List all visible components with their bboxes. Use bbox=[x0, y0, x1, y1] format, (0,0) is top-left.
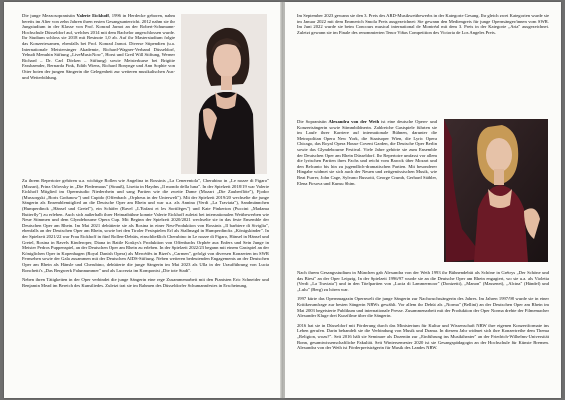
alexandra-biography bbox=[297, 270, 549, 355]
portrait-illustration bbox=[444, 119, 548, 262]
awards-paragraph: Im September 2023 gewann sie den 3. Preis des ARD-Musikwettbewerbs in der Kategorie Gesang. Ihr gleich zwei Kategorien wurde sie im Januar 2022 mit dem Emmerich Smola Preis ausgezeichnet: Sie gewann den Mediengreis für junge Opernsänger/innen vom SWR. Im Juni 2022 wurde sie beim Concours musical international de Montréal mit dem 3. Preis in der Kategorie „Aria" ausgezeichnet. Zuletzt gewann sie im Finale des renommierten Tenor Viñas Competition des Victoria de Los Angeles Preis. bbox=[297, 13, 549, 35]
alexandra-name: Alexandra von der Weth bbox=[328, 119, 380, 124]
alexandra-intro bbox=[297, 119, 437, 190]
valerie-biography bbox=[22, 178, 269, 292]
valerie-name: Valerie Eickhoff bbox=[76, 13, 109, 18]
left-page bbox=[4, 2, 280, 398]
biography-paragraph: 1997 kürte das Opernmagazin Opernwelt die junge Sängerin zur Nachwuchssängerin des Jahres. Im Jahren 1997/98 wurde sie in einer Kritikerumfrage zur besten Sängerin NRWs gewählt. Vor allem ihr Debüt als „Norma" (Bellini) an der Deutschen Oper am Rhein im Mai 2003 begeisterte Publikum und internationale Presse. Zusammenarbeit mit der Produktion der Oper Norma drehte der Filmemacher Alexander Kluge drei Kurzfilme über die Sängerin. bbox=[297, 296, 549, 319]
valerie-eickhoff-photo bbox=[181, 14, 267, 174]
valerie-awards bbox=[297, 13, 549, 39]
alexandra-von-der-weth-photo bbox=[444, 119, 548, 262]
right-page bbox=[285, 2, 561, 398]
biography-paragraph: 2016 hat sie in Düsseldorf mit Förderung durch das Ministerium für Kultur und Wissenschaft NRW ihre eigenen Konzertformate ins Leben gerufen. Darin behandelt sie die Verbindung von Musik und Drama. In diesem Jahr widmet sich ihre Konzertreihe dem Thema „Religion, wozu?". Seit 2016 hält sie Seminare als Dozentin zur „Einführung ins Musiktheater" an der Friedrich-Wilhelms-Universität Bonn, gesamtwissenschaftliche Fakultät. Seit Wintersemester 2020 ist sie Gesangspädagogin an der Hochschule für Künste Bremen. Alexandra von der Weth ist Förderpreisträgerin für Musik des Landes NRW. bbox=[297, 322, 549, 351]
alexandra-intro-paragraph: Die Sopranistin Alexandra von der Weth ist eine deutsche Opern- und Konzertsängerin sowie Stimmbildnerin. Zahlreiche Gastspiele führten sie im Laufe ihrer Karriere auf internationale Bühnen, darunter die Metropolitan Opera New York, die Staatsoper Wien, die Lyric Opera Chicago, das Royal Opera House Covent Garden, die Deutsche Oper Berlin sowie das Glyndebourne Festival. Viele Jahre gehörte sie zum Ensemble der Deutschen Oper am Rhein Düsseldorf. Ihr Repertoire umfasst vor allem die lyrischen Partien ihres Fachs und reicht vom Barock über Mozart und den Belcanto bis hin zu jugendlich-dramatischen Partien. Mit besonderer Hingabe widmet sie sich auch der Neuen und zeitgenössischen Musik, wie Beat Furrer, John Cage, Sylvano Bussotti, George Crumb, Gerhard Stäbler, Elena Firsova und Kunsu Shim. bbox=[297, 119, 438, 186]
biography-paragraph: Neben ihren Tätigkeiten in der Oper verbindet die junge Sängerin eine rege Zusammenarbeit mit den Pianisten Eric Schneider und Benjamin Mead im Bereich des Kunstliedes. Zuletzt trat sie im Rahmen des Düsseldorfer Schumannfestes in Erscheinung. bbox=[22, 277, 269, 288]
biography-paragraph: Zu ihrem Repertoire gehören u.a. wichtige Rollen wie Angelina in Rossinis „La Cenerentola", Cherubino in „Le nozze di Figaro" (Mozart), Prinz Orlovsky in „Die Fledermaus" (Strauß), Lisetta in Haydns „Il mondo della luna". In der Spielzeit 2018/19 war Valerie Eickhoff Mitglied im Opernstudio Niederrhein und sang Partien wie die zweite Dame (Mozart „Die Zauberflöte"), Fjodor (Mussorgski „Boris Godunow") und Cupido (Offenbach „Orpheus in der Unterwelt"). Mit der Spielzeit 2019/20 wechselte die junge Sängerin als Ensemblemitglied an die Deutsche Oper am Rhein und war u.a. als Annina (Verdi „La Traviata"), Sandmännchen (Humperdinck „Hänsel und Gretel"), ein Schäfer (Ravel „L'Enfant et les Sortilèges") und Kate Pinkerton (Puccini „Madama Butterfly") zu erleben. Auch sich außerhalb ihrer Heimatbühne konnte Valerie Eickhoff zuletzt bei internationalen Wettbewerben wie Neue Stimmen und dem Glyndebourne Opera Cup. Mit Beginn der Spielzeit 2020/2021 wechselte sie in das feste Ensemble der Deutschen Oper am Rhein. Im Mai 2021 debütierte sie als Rosina in einer Neu-Produktion von Rossinis „Il barbiere di Siviglia", ebenfalls an der Deutschen Oper am Rhein, sowie bei den Tiroler Festspielen Erl als Stallmagd in Humperdincks „Königskinder". In der Spielzeit 2021/22 war Frau Eickhoff in fünf Rollen-Debüts, einschließlich Cherubino in Le nozze di Figaro, Hänsel in Hänsel und Gretel, Rosina in Ravels Kinderoper, Diana in Battle Koskys's Produktion von Offenbachs Orphée aux Enfers und Sein Junge in Meister Pedros Puppenspiel, an der Deutschen Oper am Rhein zu erleben. In der Spielzeit 2022/23 begann mit einem Gastspiel an der Königlichen Oper in Kopenhagen (Royal Danish Opera) als Mercédès in Bizet's „Carmen", gefolgt von diversen Konzerten im SWR Fernsehen sowie der Gala zusammen mit der Deutschen AIDS-Stiftung. Neben weiteren bedeutenden Engagements an der Deutschen Oper am Rhein als Hänsle und Cherubino, debütierte die junge Sängerin im Mai 2023 als Ulla in der Uraufführung von Lucia Ronchetti's „Das Bergwerk Falunnummer" und als Lucrezia im Komponist „Die tote Stadt". bbox=[22, 178, 269, 273]
valerie-intro bbox=[22, 13, 175, 84]
portrait-illustration bbox=[181, 14, 267, 174]
valerie-intro-paragraph: Die junge Mezzosopranistin Valerie Eickhoff, 1996 in Herdecke geboren, nahm bereits im Alter von zehn Jahren ihren ersten Gesangsunterricht. 2012 nahm sie ihr Jungstudium in der Klasse von Prof. Konrad Jarnot an der Robert-Schumann-Hochschule Düsseldorf auf, welches 2014 mit dem Bachelor angeschlossen wurde. Ihr Studium schloss sie 2018 mit Bestnote 1,0 ab. Auf ihr Masterstudium folgte das Konzertexamen, ebenfalls bei Prof. Konrad Jarnot. Diverse Stipendien (u.a. Internationale Meistersinger Akademie, Richard-Wagner-Verband Düsseldorf, Yehudi Menuhin Stiftung „LiveMusicNow", Horst und Gretl Will Stiftung, Werner Richard – Dr. Carl Dörken – Stiftung) sowie Meisterkurse bei Brigitte Fassbaender, Bernarda Fink, Edith Wiens, Richard Bonynge und Ann Sophie von Otter boten der jungen Sängerin die Gelegenheit zur weiteren musikalischen Aus- und Weiterbildung. bbox=[22, 13, 175, 80]
biography-paragraph: Nach ihrem Gesangsstudium in München gab Alexandra von der Weth 1993 ihr Bühnendebüt als Schöne in Grétrys „Der Schöne und das Biest" an der Oper Leipzig. In der Spielzeit 1996/97 wurde sie an die Deutsche Oper am Rhein engagiert, wo sie u.a. als Violetta (Verdi „La Traviata") und in den Titelpartien von „Lucia di Lammermoor" (Donizetti), „Manon" (Massenet), „Alcina" (Händel) und „Lulu" (Berg) zu hören war. bbox=[297, 270, 549, 292]
